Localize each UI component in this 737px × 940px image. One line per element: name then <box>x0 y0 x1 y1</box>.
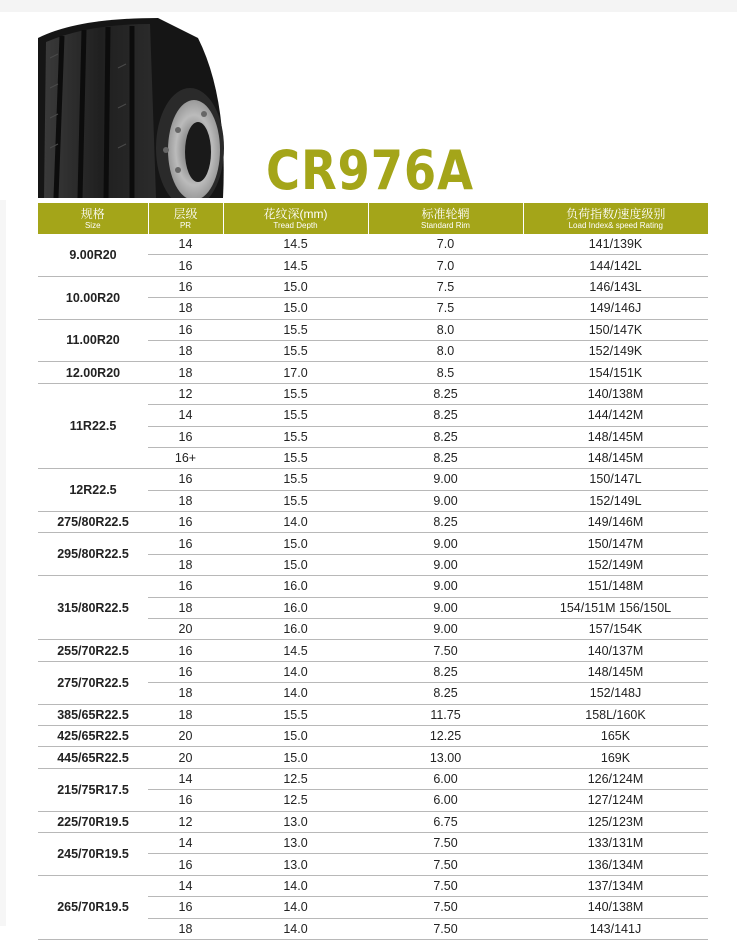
tread-cell: 14.0 <box>223 683 368 704</box>
header-rim <box>368 203 523 234</box>
rim-cell: 7.50 <box>368 875 523 896</box>
load-cell: 148/145M <box>523 426 708 447</box>
tread-cell: 14.5 <box>223 234 368 255</box>
load-cell: 152/149M <box>523 554 708 575</box>
load-cell: 148/145M <box>523 661 708 682</box>
rim-cell: 8.0 <box>368 319 523 340</box>
pr-cell: 18 <box>148 340 223 361</box>
tread-cell: 14.0 <box>223 512 368 533</box>
table-row <box>38 704 708 725</box>
load-cell: 151/148M <box>523 576 708 597</box>
load-cell: 150/147L <box>523 469 708 490</box>
rim-cell: 7.50 <box>368 897 523 918</box>
rim-cell: 7.5 <box>368 276 523 297</box>
rim-cell: 6.75 <box>368 811 523 832</box>
tread-cell: 15.0 <box>223 533 368 554</box>
load-cell: 154/151K <box>523 362 708 383</box>
rim-cell: 7.0 <box>368 234 523 255</box>
pr-cell: 16 <box>148 897 223 918</box>
header-rim-en: Standard Rim <box>421 220 470 230</box>
rim-cell: 9.00 <box>368 469 523 490</box>
header-size-zh: 规格 <box>80 206 105 221</box>
rim-cell: 9.00 <box>368 576 523 597</box>
rim-cell: 8.25 <box>368 512 523 533</box>
tread-cell: 15.5 <box>223 704 368 725</box>
load-cell: 157/154K <box>523 619 708 640</box>
pr-cell: 18 <box>148 490 223 511</box>
load-cell: 154/151M 156/150L <box>523 597 708 618</box>
load-cell: 158L/160K <box>523 704 708 725</box>
header-tread <box>223 203 368 234</box>
pr-cell: 18 <box>148 918 223 939</box>
pr-cell: 14 <box>148 875 223 896</box>
tread-cell: 15.0 <box>223 747 368 768</box>
tread-cell: 15.5 <box>223 319 368 340</box>
size-cell: 265/70R19.5 <box>38 875 148 939</box>
tread-cell: 15.5 <box>223 447 368 468</box>
header-rim-zh: 标准轮辋 <box>421 206 470 221</box>
tread-cell: 13.0 <box>223 811 368 832</box>
tread-cell: 17.0 <box>223 362 368 383</box>
rim-cell: 9.00 <box>368 619 523 640</box>
rim-cell: 8.25 <box>368 405 523 426</box>
table-row <box>38 512 708 533</box>
size-cell: 12.00R20 <box>38 362 148 383</box>
pr-cell: 12 <box>148 383 223 404</box>
spec-table <box>38 203 708 940</box>
rim-cell: 12.25 <box>368 725 523 746</box>
tread-cell: 14.0 <box>223 875 368 896</box>
load-cell: 149/146M <box>523 512 708 533</box>
tread-cell: 13.0 <box>223 832 368 853</box>
rim-cell: 8.25 <box>368 426 523 447</box>
rim-cell: 8.25 <box>368 661 523 682</box>
pr-cell: 18 <box>148 298 223 319</box>
load-cell: 136/134M <box>523 854 708 875</box>
size-cell: 295/80R22.5 <box>38 533 148 576</box>
load-cell: 133/131M <box>523 832 708 853</box>
rim-cell: 9.00 <box>368 554 523 575</box>
rim-cell: 7.50 <box>368 854 523 875</box>
pr-cell: 16 <box>148 319 223 340</box>
pr-cell: 14 <box>148 234 223 255</box>
load-cell: 146/143L <box>523 276 708 297</box>
header-pr-zh: 层级 <box>173 206 198 221</box>
load-cell: 143/141J <box>523 918 708 939</box>
rim-cell: 8.0 <box>368 340 523 361</box>
pr-cell: 18 <box>148 704 223 725</box>
rim-cell: 9.00 <box>368 490 523 511</box>
rim-cell: 6.00 <box>368 768 523 789</box>
size-cell: 245/70R19.5 <box>38 832 148 875</box>
pr-cell: 16 <box>148 255 223 276</box>
spec-table-body <box>38 234 708 939</box>
model-title: CR976A <box>266 139 474 202</box>
table-row <box>38 768 708 789</box>
size-cell: 425/65R22.5 <box>38 725 148 746</box>
pr-cell: 14 <box>148 832 223 853</box>
pr-cell: 16 <box>148 854 223 875</box>
tread-cell: 15.0 <box>223 725 368 746</box>
pr-cell: 20 <box>148 725 223 746</box>
size-cell: 11.00R20 <box>38 319 148 362</box>
load-cell: 150/147K <box>523 319 708 340</box>
table-row <box>38 533 708 554</box>
rim-cell: 8.25 <box>368 447 523 468</box>
pr-cell: 16 <box>148 512 223 533</box>
pr-cell: 18 <box>148 554 223 575</box>
table-row <box>38 832 708 853</box>
pr-cell: 16 <box>148 576 223 597</box>
header-tread-zh: 花纹深(mm) <box>263 206 328 221</box>
header-pr-en: PR <box>179 220 192 230</box>
size-cell: 9.00R20 <box>38 234 148 276</box>
rim-cell: 9.00 <box>368 533 523 554</box>
size-cell: 10.00R20 <box>38 276 148 319</box>
tread-cell: 15.5 <box>223 426 368 447</box>
load-cell: 125/123M <box>523 811 708 832</box>
table-row <box>38 469 708 490</box>
pr-cell: 16 <box>148 661 223 682</box>
load-cell: 144/142L <box>523 255 708 276</box>
size-cell: 12R22.5 <box>38 469 148 512</box>
size-cell: 11R22.5 <box>38 383 148 469</box>
load-cell: 152/149K <box>523 340 708 361</box>
size-cell: 385/65R22.5 <box>38 704 148 725</box>
pr-cell: 16 <box>148 533 223 554</box>
pr-cell: 12 <box>148 811 223 832</box>
size-cell: 275/70R22.5 <box>38 661 148 704</box>
rim-cell: 11.75 <box>368 704 523 725</box>
load-cell: 144/142M <box>523 405 708 426</box>
size-cell: 275/80R22.5 <box>38 512 148 533</box>
rim-cell: 8.5 <box>368 362 523 383</box>
table-row <box>38 811 708 832</box>
load-cell: 140/137M <box>523 640 708 661</box>
tread-cell: 14.0 <box>223 918 368 939</box>
pr-cell: 16 <box>148 426 223 447</box>
header-load-zh: 负荷指数/速度级别 <box>566 206 666 221</box>
pr-cell: 18 <box>148 683 223 704</box>
rim-cell: 7.50 <box>368 832 523 853</box>
size-cell: 225/70R19.5 <box>38 811 148 832</box>
rim-cell: 7.50 <box>368 918 523 939</box>
tread-cell: 12.5 <box>223 790 368 811</box>
tread-cell: 15.0 <box>223 298 368 319</box>
left-edge-shade <box>0 200 6 926</box>
size-cell: 445/65R22.5 <box>38 747 148 768</box>
rim-cell: 7.5 <box>368 298 523 319</box>
tread-cell: 14.0 <box>223 897 368 918</box>
tread-cell: 15.0 <box>223 276 368 297</box>
tread-cell: 15.5 <box>223 490 368 511</box>
table-row <box>38 875 708 896</box>
load-cell: 169K <box>523 747 708 768</box>
pr-cell: 14 <box>148 405 223 426</box>
tread-cell: 12.5 <box>223 768 368 789</box>
pr-cell: 16 <box>148 276 223 297</box>
rim-cell: 6.00 <box>368 790 523 811</box>
table-row <box>38 725 708 746</box>
pr-cell: 18 <box>148 597 223 618</box>
pr-cell: 16 <box>148 640 223 661</box>
tread-cell: 16.0 <box>223 597 368 618</box>
table-row <box>38 661 708 682</box>
pr-cell: 20 <box>148 747 223 768</box>
tread-cell: 16.0 <box>223 576 368 597</box>
load-cell: 140/138M <box>523 383 708 404</box>
tread-cell: 14.5 <box>223 255 368 276</box>
pr-cell: 16 <box>148 469 223 490</box>
load-cell: 140/138M <box>523 897 708 918</box>
tire-image <box>38 18 228 198</box>
rim-cell: 7.0 <box>368 255 523 276</box>
pr-cell: 16 <box>148 790 223 811</box>
top-background-band <box>0 0 737 12</box>
load-cell: 148/145M <box>523 447 708 468</box>
table-row <box>38 234 708 255</box>
header-size <box>38 203 148 234</box>
size-cell: 215/75R17.5 <box>38 768 148 811</box>
tread-cell: 15.5 <box>223 469 368 490</box>
load-cell: 137/134M <box>523 875 708 896</box>
rim-cell: 7.50 <box>368 640 523 661</box>
rim-cell: 8.25 <box>368 383 523 404</box>
pr-cell: 20 <box>148 619 223 640</box>
table-row <box>38 319 708 340</box>
rim-cell: 9.00 <box>368 597 523 618</box>
table-row <box>38 276 708 297</box>
table-row <box>38 747 708 768</box>
header-load <box>523 203 708 234</box>
load-cell: 149/146J <box>523 298 708 319</box>
rim-cell: 8.25 <box>368 683 523 704</box>
header-tread-en: Tread Depth <box>273 220 318 230</box>
pr-cell: 16+ <box>148 447 223 468</box>
table-row <box>38 362 708 383</box>
pr-cell: 14 <box>148 768 223 789</box>
tread-cell: 15.5 <box>223 383 368 404</box>
header-pr <box>148 203 223 234</box>
load-cell: 127/124M <box>523 790 708 811</box>
load-cell: 141/139K <box>523 234 708 255</box>
table-row <box>38 383 708 404</box>
rim-cell: 13.00 <box>368 747 523 768</box>
size-cell: 315/80R22.5 <box>38 576 148 640</box>
tread-cell: 14.5 <box>223 640 368 661</box>
tread-cell: 13.0 <box>223 854 368 875</box>
load-cell: 126/124M <box>523 768 708 789</box>
load-cell: 152/149L <box>523 490 708 511</box>
tread-cell: 15.5 <box>223 340 368 361</box>
table-header-row <box>38 203 708 234</box>
tread-cell: 16.0 <box>223 619 368 640</box>
tread-cell: 15.0 <box>223 554 368 575</box>
load-cell: 165K <box>523 725 708 746</box>
pr-cell: 18 <box>148 362 223 383</box>
load-cell: 152/148J <box>523 683 708 704</box>
tread-cell: 14.0 <box>223 661 368 682</box>
size-cell: 255/70R22.5 <box>38 640 148 661</box>
header-size-en: Size <box>84 220 101 230</box>
table-row <box>38 576 708 597</box>
header-load-en: Load Index& speed Rating <box>568 220 663 230</box>
tread-cell: 15.5 <box>223 405 368 426</box>
load-cell: 150/147M <box>523 533 708 554</box>
table-row <box>38 640 708 661</box>
